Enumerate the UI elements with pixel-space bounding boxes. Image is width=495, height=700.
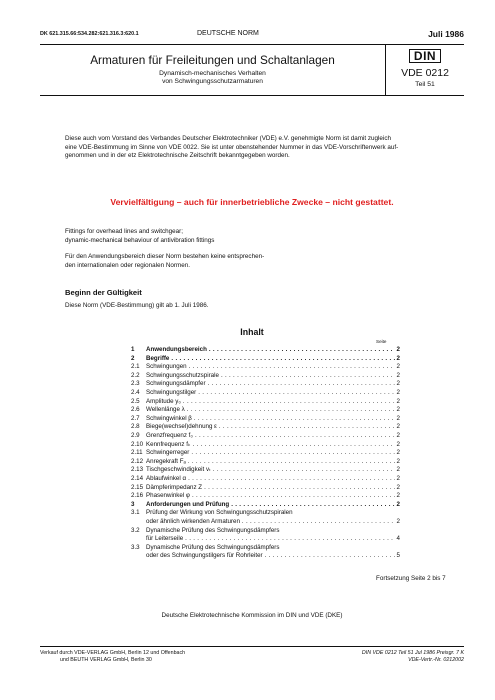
toc-entry-page: 5: [396, 552, 400, 560]
toc-entry-title: [146, 535, 400, 543]
toc-entry-title: [146, 466, 400, 474]
toc-entry: [131, 380, 400, 388]
continuation-note: Fortsetzung Seite 2 bis 7: [376, 575, 446, 582]
toc-entry-title: [146, 552, 400, 560]
toc-entry-number: 2.1: [131, 363, 140, 371]
toc-entry-page: 2: [396, 414, 400, 422]
toc-entry-number: 2.8: [131, 423, 140, 431]
toc-entry-page: 2: [396, 483, 400, 491]
toc-entry-text: Schwingungen: [146, 363, 187, 371]
toc-entry-number: 2.12: [131, 457, 144, 465]
english-line-2: dynamic-mechanical behaviour of antivibration fittings: [65, 236, 215, 244]
toc-entry: [131, 449, 400, 457]
toc-entry: [131, 355, 400, 363]
toc-entry: [131, 544, 400, 552]
footer-reference: [264, 650, 464, 664]
toc-entry-page: 2: [396, 492, 400, 500]
toc-heading: Inhalt: [240, 327, 264, 337]
toc-entry-text: Begriffe: [146, 354, 170, 362]
toc-entry-number: 3: [131, 500, 135, 508]
toc-entry-title: [146, 363, 400, 371]
toc-entry-number: 2.6: [131, 406, 140, 414]
norm-label: DEUTSCHE NORM: [197, 30, 259, 37]
toc-entry-text: Biege(wechsel)dehnung ε: [146, 423, 217, 431]
footer-left-line-2: und BEUTH VERLAG GmbH, Berlin 30: [60, 657, 152, 663]
toc-entry-text: Prüfung der Wirkung von Schwingungsschutzspiralen: [146, 509, 293, 517]
toc-entry-number: 2.10: [131, 440, 144, 448]
toc-entry-text: Anregekraft Fₐ: [146, 457, 186, 465]
toc-entry-title: [146, 432, 400, 440]
title-block: [40, 45, 386, 95]
toc-entry-title: [146, 415, 400, 423]
toc-entry-number: 2.16: [131, 492, 144, 500]
toc-entry: [131, 527, 400, 535]
toc-entry: [131, 475, 400, 483]
toc-entry: [131, 415, 400, 423]
toc-page-label: Seite: [376, 339, 387, 344]
vde-number: VDE 0212: [401, 67, 449, 79]
footer-right-line-1: DIN VDE 0212 Teil 51 Jul 1986 Preisgr. 7 K: [361, 650, 464, 656]
toc-entry: [131, 492, 400, 500]
toc-entry-title: [146, 544, 400, 552]
toc-entry-number: 2.3: [131, 380, 140, 388]
toc-entry-text: Phasenwinkel φ: [146, 492, 190, 500]
toc-entry: [131, 552, 400, 560]
title-rule: [40, 95, 464, 96]
toc-entry-text: Dynamische Prüfung des Schwingungsdämpfers: [146, 543, 280, 551]
validity-heading: Beginn der Gültigkeit: [65, 288, 142, 297]
toc-entry-page: 2: [396, 475, 400, 482]
toc-entry-text: Ablaufwinkel α: [146, 475, 187, 482]
intro-line-1: Diese auch vom Vorstand des Verbandes Deutscher Elektrotechniker (VDE) e.V. genehmigte Norm ist damit zugleich: [65, 135, 391, 142]
toc-entry-title: [146, 346, 400, 354]
document-subtitle-1: Dynamisch-mechanisches Verhalten: [159, 70, 266, 77]
toc-entry-number: 2.14: [131, 475, 144, 482]
toc-entry-text: Wellenlänge λ: [146, 406, 185, 414]
intro-line-2: eine VDE-Bestimmung im Sinne von VDE 0022. Sie ist unter obenstehender Nummer in das VDE-Vorschriftenwerk auf-: [65, 143, 399, 151]
toc-entry-page: 2: [396, 389, 400, 396]
toc-entry: [131, 458, 400, 466]
toc-entry: [131, 406, 400, 414]
toc-entry-title: [146, 509, 400, 517]
toc-entry-title: [146, 501, 400, 509]
english-line-1: Fittings for overhead lines and switchgear;: [65, 228, 183, 235]
footer-rule: [40, 646, 464, 647]
toc-entry-page: 2: [396, 449, 400, 457]
toc-entry-page: 2: [396, 406, 400, 414]
toc-entry-title: [146, 458, 400, 466]
toc-entry-number: 3.1: [131, 509, 140, 517]
toc-entry: [131, 389, 400, 397]
toc-entry-text: Kennfrequenz fₖ: [146, 440, 191, 448]
toc-entry-number: 2.11: [131, 449, 143, 457]
toc-entry: [131, 423, 400, 431]
toc-entry-title: [146, 518, 400, 526]
document-title: Armaturen für Freileitungen und Schaltanlagen: [90, 53, 335, 67]
toc-entry-number: 3.3: [131, 543, 140, 551]
toc-entry-text: Dämpferimpedanz Z: [146, 483, 203, 491]
intro-line-3: genommen und in der etz Elektrotechnische Zeitschrift bekanntgegeben worden.: [65, 152, 290, 160]
toc-entry-number: 2.5: [131, 397, 140, 405]
toc-entry-number: 2: [131, 354, 135, 362]
table-of-contents: [131, 346, 400, 576]
scope-line-2: den internationalen oder regionalen Normen.: [65, 261, 190, 269]
issue-date: Juli 1986: [428, 29, 464, 39]
toc-entry-title: [146, 475, 400, 483]
teil-number: Teil 51: [415, 81, 435, 88]
toc-entry-title: [146, 406, 400, 414]
toc-entry-page: 2: [396, 518, 400, 525]
toc-entry-number: 2.7: [131, 414, 140, 422]
toc-entry-title: [146, 449, 400, 457]
toc-entry: [131, 466, 400, 474]
toc-entry-text: Schwingerreger: [146, 449, 190, 457]
toc-entry-text: Schwingungstilger: [146, 389, 197, 396]
toc-entry-number: 2.9: [131, 432, 140, 439]
toc-entry-number: 2.15: [131, 483, 144, 491]
toc-entry: [131, 372, 400, 380]
footer-publisher: [40, 650, 185, 664]
document-header: [40, 30, 464, 42]
toc-entry-page: 2: [396, 466, 400, 474]
toc-entry-title: [146, 441, 400, 449]
toc-entry-text: Dynamische Prüfung des Schwingungsdämpfers: [146, 526, 280, 534]
toc-entry-text: Tischgeschwindigkeit vₜ: [146, 466, 211, 474]
toc-entry-text: für Leiterseile: [146, 535, 184, 543]
toc-entry: [131, 363, 400, 371]
toc-entry-page: 2: [396, 440, 400, 448]
toc-entry-number: 1: [131, 346, 135, 353]
toc-entry-text: oder des Schwingungstilgers für Rohrleiter: [146, 552, 263, 560]
toc-entry: [131, 509, 400, 517]
toc-entry-number: 2.2: [131, 371, 140, 379]
toc-entry: [131, 518, 400, 526]
toc-entry-text: Schwingungsschutzspirale: [146, 371, 219, 379]
toc-entry: [131, 398, 400, 406]
validity-text: Diese Norm (VDE-Bestimmung) gilt ab 1. Juli 1986.: [65, 302, 209, 309]
footer-left-line-1: Verkauf durch VDE-VERLAG GmbH, Berlin 12 und Offenbach: [40, 650, 186, 656]
toc-entry-title: [146, 484, 400, 492]
toc-entry-number: 2.13: [131, 466, 144, 474]
toc-entry-title: [146, 355, 400, 363]
toc-entry-title: [146, 492, 400, 500]
toc-entry-number: 3.2: [131, 526, 140, 534]
footer-right-line-2: VDE-Vertr.-Nr. 0212002: [408, 657, 464, 663]
toc-entry-page: 2: [396, 354, 400, 362]
toc-entry-page: 2: [396, 500, 400, 508]
toc-entry: [131, 346, 400, 354]
toc-entry-page: 2: [396, 423, 400, 431]
commission-name: Deutsche Elektrotechnische Kommission im DIN und VDE (DKE): [161, 612, 343, 619]
toc-entry: [131, 501, 400, 509]
toc-entry-title: [146, 389, 400, 397]
toc-entry-number: 2.4: [131, 389, 140, 396]
toc-entry-page: 2: [396, 397, 400, 405]
scope-line-1: Für den Anwendungsbereich dieser Norm bestehen keine entsprechen-: [65, 253, 265, 260]
toc-entry-title: [146, 372, 400, 380]
din-logo: DIN: [409, 49, 441, 63]
toc-entry-page: 2: [396, 432, 400, 439]
english-title: [65, 228, 365, 245]
toc-entry: [131, 535, 400, 543]
toc-entry-title: [146, 527, 400, 535]
toc-entry-text: Amplitude y₀: [146, 397, 181, 405]
toc-entry-title: [146, 380, 400, 388]
toc-entry-title: [146, 423, 400, 431]
toc-entry-text: Anwendungsbereich: [146, 346, 207, 353]
dk-number: DK 621.315.66:534.282:621.316.3:620.1: [40, 31, 139, 37]
toc-entry-page: 2: [396, 363, 400, 371]
toc-entry-text: Schwingwinkel β: [146, 414, 192, 422]
toc-entry-page: 2: [396, 371, 400, 379]
scope-note: [65, 253, 365, 270]
din-block: [386, 45, 464, 95]
toc-entry-page: 2: [396, 380, 400, 388]
document-subtitle-2: von Schwingungsschutzarmaturen: [162, 78, 263, 85]
toc-entry-text: Anforderungen und Prüfung: [146, 500, 230, 508]
toc-entry-text: Grenzfrequenz f₀: [146, 432, 193, 439]
toc-entry: [131, 432, 400, 440]
toc-entry-text: Schwingungsdämpfer: [146, 380, 206, 388]
toc-entry: [131, 441, 400, 449]
intro-paragraph: [65, 135, 465, 161]
toc-entry-page: 2: [396, 457, 400, 465]
toc-entry-page: 4: [396, 535, 400, 543]
toc-entry-page: 2: [396, 346, 400, 353]
reproduction-warning: Vervielfältigung – auch für innerbetriebliche Zwecke – nicht gestattet.: [110, 197, 394, 207]
toc-entry-text: oder ähnlich wirkenden Armaturen: [146, 518, 240, 525]
toc-entry-title: [146, 398, 400, 406]
toc-entry: [131, 484, 400, 492]
